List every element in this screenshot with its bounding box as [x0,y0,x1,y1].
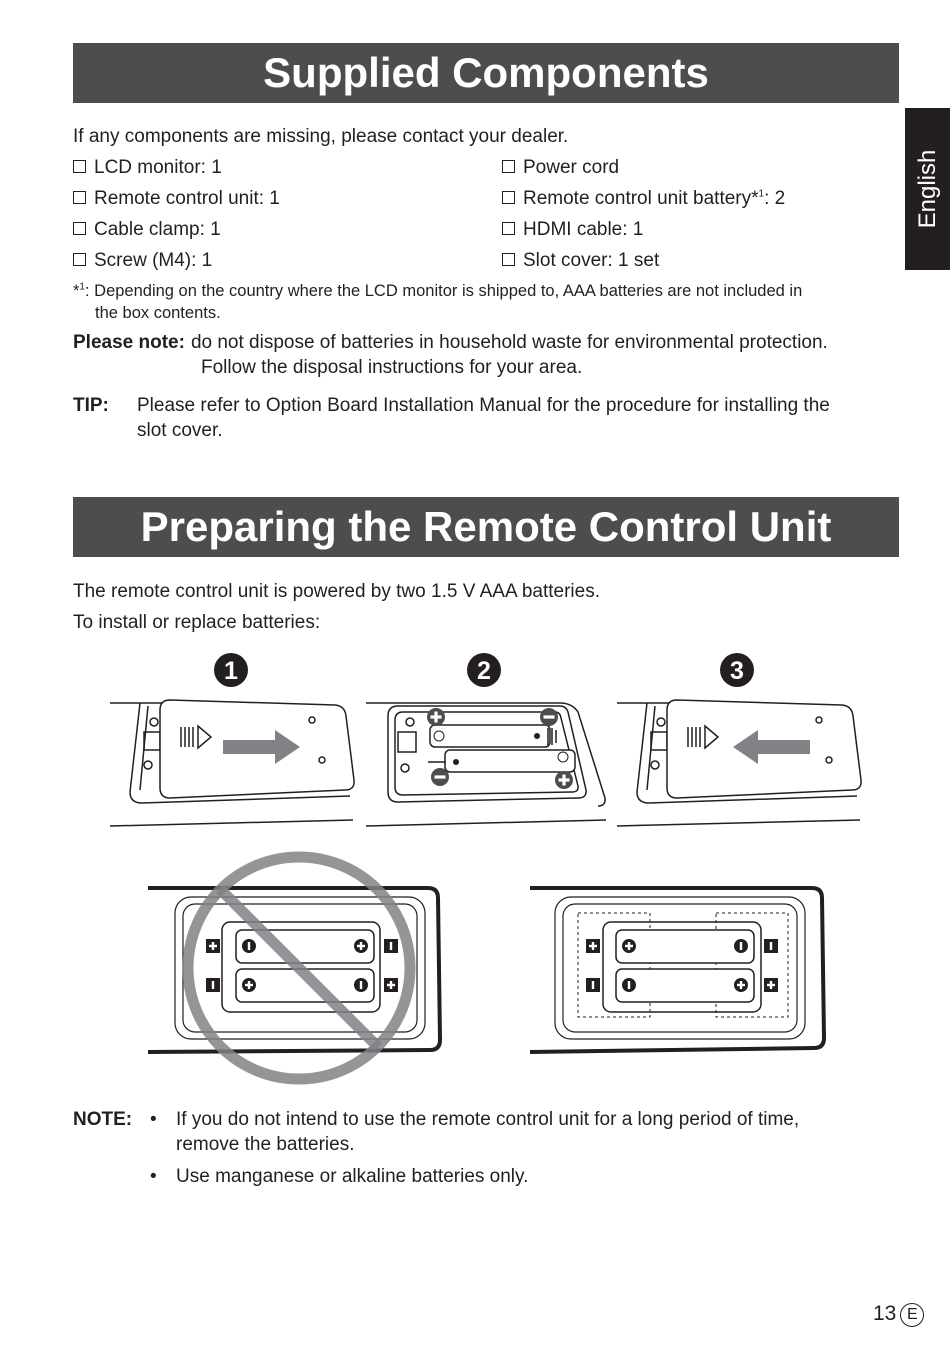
page-suffix: E [900,1303,924,1327]
footnote-cont: the box contents. [95,304,221,322]
step-1-illustration [110,700,354,826]
correct-battery-orientation [530,888,824,1052]
note-item: If you do not intend to use the remote control unit for a long period of time, [176,1109,800,1130]
section-title-supplied-components: Supplied Components [73,43,899,103]
component-item: Cable clamp: 1 [73,219,221,241]
page-number: 13 E [873,1302,924,1327]
note-label: NOTE: [73,1109,133,1130]
bullet: • [150,1166,157,1187]
tip-label: TIP: [73,395,109,416]
step-2-illustration [366,703,606,826]
step-1-number: 1 [224,657,238,685]
battery-info: The remote control unit is powered by two 1.5 V AAA batteries. [73,581,600,602]
component-item: Slot cover: 1 set [502,250,659,272]
tip-text-cont: slot cover. [137,420,223,441]
component-item: Power cord [502,157,619,179]
tip-text: Please refer to Option Board Installation Manual for the procedure for installing the [137,395,830,416]
intro-text: If any components are missing, please contact your dealer. [73,126,569,147]
please-note: Please note: do not dispose of batteries in household waste for environmental protection. [73,332,828,353]
bullet: • [150,1109,157,1130]
component-item: HDMI cable: 1 [502,219,643,241]
step-3-illustration [617,700,861,826]
component-item: Remote control unit: 1 [73,188,280,210]
please-note-cont: Follow the disposal instructions for your area. [201,357,583,378]
note-item-cont: remove the batteries. [176,1134,355,1155]
step-3-number: 3 [730,657,744,685]
component-item: Screw (M4): 1 [73,250,212,272]
install-instruction: To install or replace batteries: [73,612,321,633]
component-item: LCD monitor: 1 [73,157,222,179]
component-item: Remote control unit battery*$^1$: 2 [502,188,785,210]
step-2-number: 2 [477,657,491,685]
note-item: Use manganese or alkaline batteries only. [176,1166,529,1187]
footnote: *$^1$: Depending on the country where the LCD monitor is shipped to, AAA batteries are not included in [73,281,803,300]
language-tab-label: English [913,149,941,229]
section-title-preparing-remote: Preparing the Remote Control Unit [73,497,899,557]
